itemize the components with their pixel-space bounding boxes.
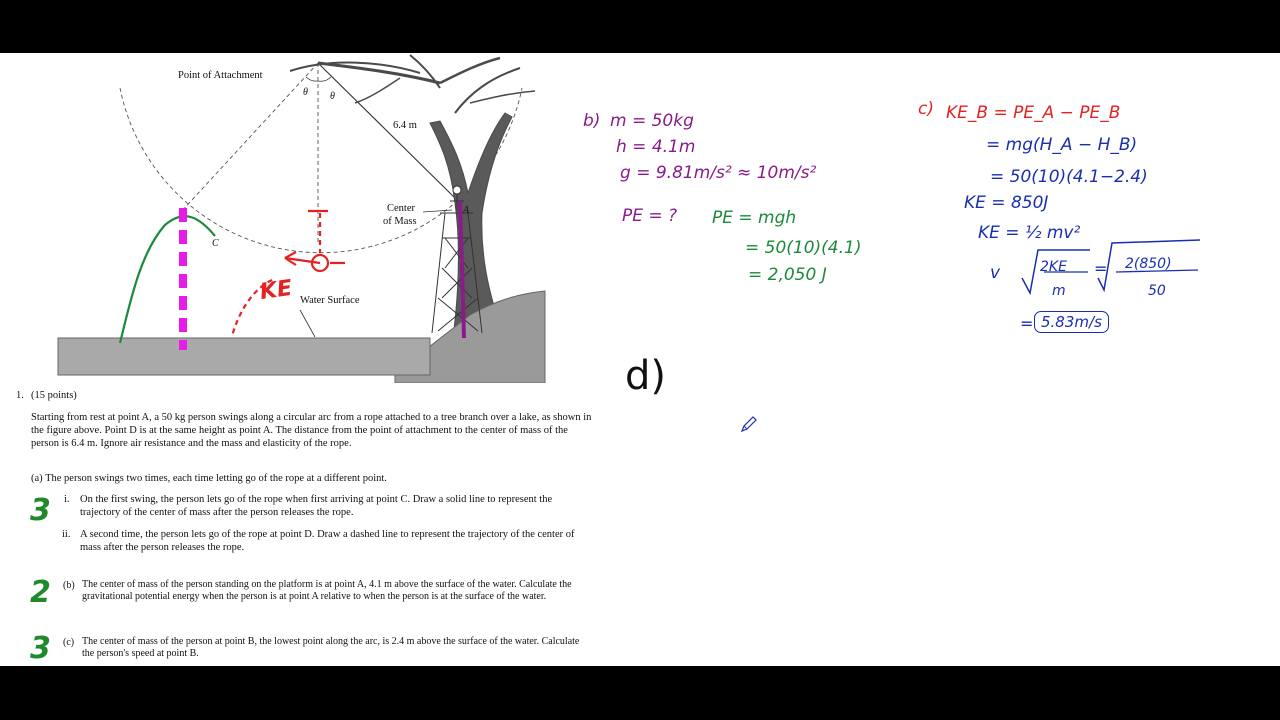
- label-point-of-attachment: Point of Attachment: [178, 70, 263, 81]
- svg-text:=: =: [1094, 259, 1108, 278]
- label-point-a: A: [463, 205, 470, 216]
- rope-dashed-left: [180, 63, 318, 213]
- theta-arc-left: [306, 77, 318, 81]
- answer-box: 5.83m/s: [1034, 311, 1109, 333]
- problem-points: (15 points): [31, 390, 77, 401]
- ke-annotation: KE: [258, 275, 294, 306]
- score-a-i: 3: [30, 493, 51, 528]
- label-center-of-mass: Center: [387, 203, 415, 214]
- sqrt-frac1-bottom: m: [1052, 283, 1066, 299]
- pen-cursor-icon: [740, 415, 758, 433]
- problem-intro: Starting from rest at point A, a 50 kg person swings along a circular arc from a rope attached to a tree branch over a lake, as shown in the figure above. Point D is at the same height as point A. The distance from the point of attachment to the center of mass of the person is 6.4 m. Ignore air resistance and the mass and elasticity of the rope.: [31, 412, 592, 449]
- score-b: 2: [30, 575, 51, 610]
- work-c-line2: = mg(H_A − H_B): [986, 135, 1138, 155]
- label-point-c: C: [212, 238, 219, 249]
- work-c-ke-equation: KE_B = PE_A − PE_B: [946, 103, 1121, 123]
- part-a-i-num: i.: [64, 494, 70, 505]
- work-b-pe-question: PE = ?: [622, 206, 678, 226]
- part-a-i-text: On the first swing, the person lets go of the rope when first arriving at point C. Draw a solid line to represent the trajectory of the center of mass after the person releases the rope.: [80, 494, 553, 518]
- label-theta-left: θ: [303, 87, 308, 98]
- work-b-pe-formula: PE = mgh: [712, 208, 797, 228]
- theta-arc-right: [318, 77, 331, 81]
- water: [58, 338, 430, 375]
- work-c-line5: KE = ½ mv²: [978, 223, 1081, 243]
- score-c: 3: [30, 631, 51, 666]
- label-water-surface: Water Surface: [300, 295, 360, 306]
- part-b-text: The center of mass of the person standing on the platform is at point A, 4.1 m above the surface of the water. Calculate the gravitational potential energy when the person is at point A relative to when the person is at the surface of the water.: [82, 579, 572, 602]
- work-b-label: b): [583, 111, 601, 131]
- part-b-label: (b): [63, 580, 75, 591]
- answer-equals: =: [1020, 314, 1034, 333]
- work-b-gravity: g = 9.81m/s² ≈ 10m/s²: [620, 163, 817, 183]
- problem-number: 1.: [16, 390, 24, 401]
- part-c-text: The center of mass of the person at point B, the lowest point along the arc, is 2.4 m above the surface of the water. Calculate the person's speed at point B.: [82, 636, 580, 659]
- part-c-label: (c): [63, 637, 75, 648]
- sqrt-frac2-bottom: 50: [1148, 283, 1166, 299]
- red-annotation: [232, 211, 345, 336]
- work-b-pe-substitution: = 50(10)(4.1): [745, 238, 862, 258]
- work-d-label: d): [625, 353, 666, 399]
- sqrt-frac1-top: 2KE: [1040, 259, 1067, 275]
- label-rope-length: 6.4 m: [393, 120, 417, 131]
- work-b-pe-answer: = 2,050 J: [748, 265, 827, 285]
- swing-figure: [0, 53, 600, 383]
- part-a-ii-num: ii.: [62, 529, 71, 540]
- work-c-line3: = 50(10)(4.1−2.4): [990, 167, 1148, 187]
- part-a-text: (a) The person swings two times, each time letting go of the rope at a different point.: [31, 473, 387, 484]
- work-c-line4: KE = 850J: [964, 193, 1049, 213]
- sqrt-frac2-top: 2(850): [1125, 256, 1172, 272]
- work-c-v-label: v: [990, 263, 1001, 283]
- work-b-height: h = 4.1m: [616, 137, 696, 157]
- label-of-mass: of Mass: [383, 216, 417, 227]
- solid-trajectory: [120, 216, 215, 343]
- work-b-mass: m = 50kg: [610, 111, 694, 131]
- work-c-label: c): [918, 99, 934, 119]
- whiteboard-canvas: [0, 53, 1280, 666]
- label-theta-right: θ: [330, 91, 335, 102]
- part-a-ii-text: A second time, the person lets go of the rope at point D. Draw a dashed line to represent the trajectory of the center of mass after the person releases the rope.: [80, 529, 575, 553]
